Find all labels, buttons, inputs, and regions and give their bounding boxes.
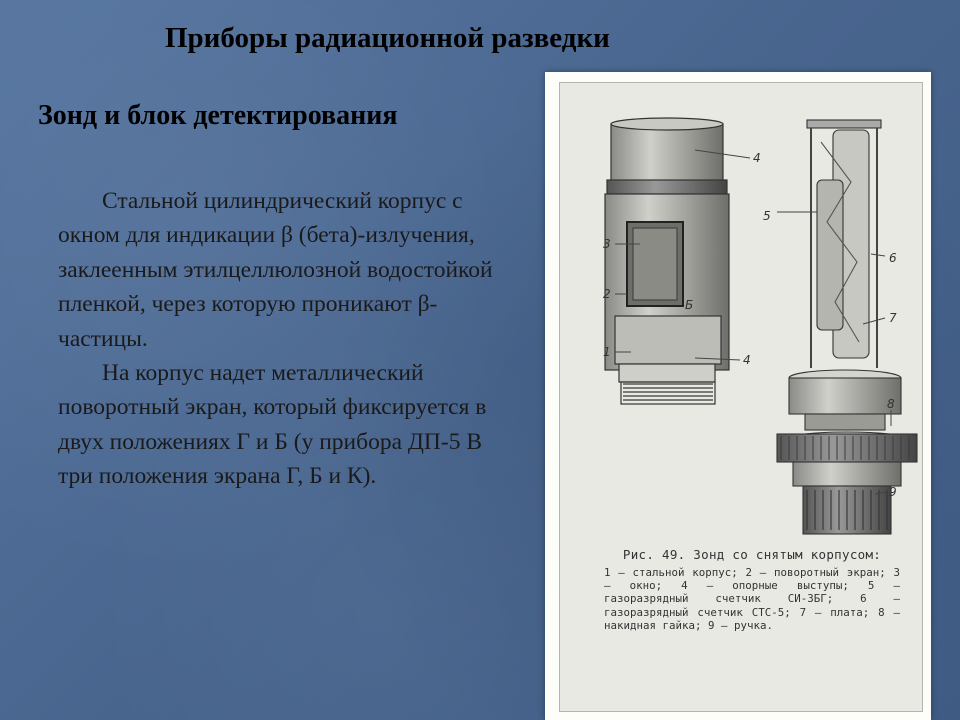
paragraph-1: Стальной цилиндрический корпус с окном для индикации β (бета)-излучения, заклеенным этилцеллюлозной водостойкой пленкой, через которую проникают β-частицы. — [58, 188, 493, 352]
caption-legend: 1 — стальной корпус; 2 — поворотный экран; 3 — окно; 4 — опорные выступы; 5 — газоразрядный счетчик СИ-3БГ; 6 — газоразрядный счетчик СТС-5; 7 — плата; 8 — накидная гайка; 9 — ручка. — [604, 566, 900, 632]
callout-8: 8 — [887, 397, 895, 411]
window-letter: Б — [685, 298, 694, 312]
housing-drawing — [605, 118, 729, 404]
slide-title: Приборы радиационной разведки — [165, 22, 610, 54]
probe-figure — [545, 72, 931, 720]
slide-subtitle: Зонд и блок детектирования — [38, 100, 398, 131]
callout-6: 6 — [889, 251, 897, 265]
callout-7: 7 — [889, 311, 897, 325]
paragraph-2: На корпус надет металлический поворотный экран, который фиксируется в двух положениях Г и Б (у прибора ДП-5 В три положения экрана Г, Б и К). — [58, 360, 487, 490]
callout-4b: 4 — [743, 353, 751, 367]
callout-2: 2 — [603, 287, 611, 301]
body-text — [58, 184, 508, 494]
callout-1: 1 — [603, 345, 611, 359]
figure-caption — [604, 546, 900, 632]
callout-5: 5 — [763, 209, 771, 223]
caption-heading: Рис. 49. Зонд со снятым корпусом: — [622, 547, 882, 562]
callout-9: 9 — [889, 485, 897, 499]
callout-4a: 4 — [753, 151, 761, 165]
internals-drawing — [777, 120, 917, 534]
callout-3: 3 — [603, 237, 611, 251]
